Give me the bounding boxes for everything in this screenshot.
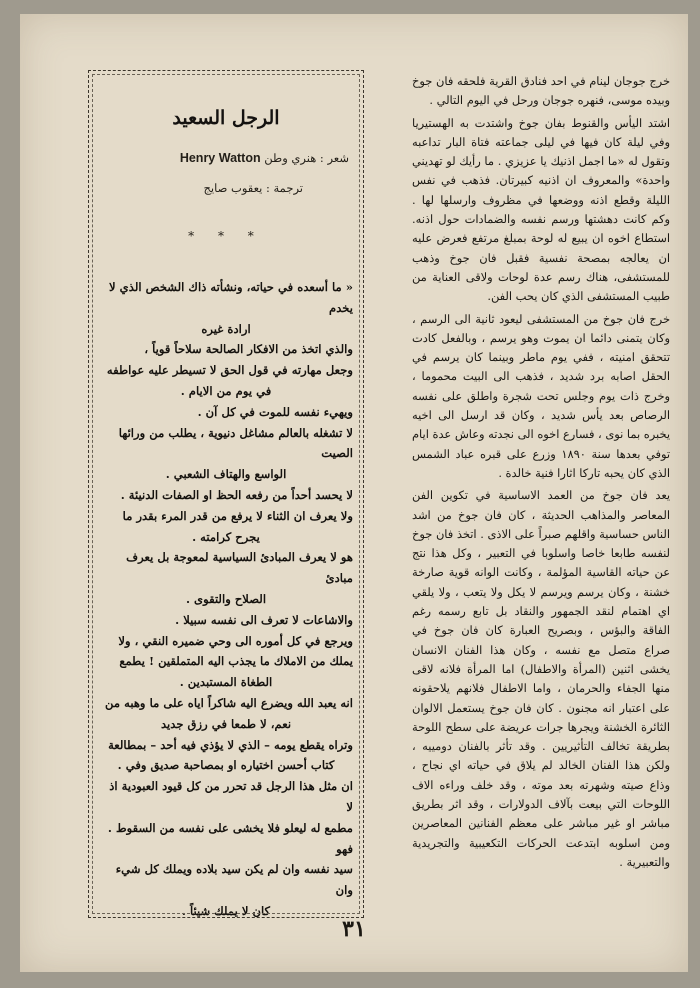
poem-line: والذي اتخذ من الافكار الصالحة سلاحاً قوياً ، bbox=[144, 342, 353, 357]
poem-line: ارادة غيره bbox=[201, 321, 251, 336]
article-column bbox=[412, 72, 670, 912]
article-paragraph-1: خرج جوجان لينام في احد فنادق القرية فلحقه فان جوخ وبيده موسى، فنهره جوجان ورحل في اليوم التالي . bbox=[412, 74, 670, 108]
translator-credit: ترجمة : يعقوب صايج bbox=[203, 181, 303, 195]
poem-title: الرجل السعيد bbox=[172, 107, 280, 129]
poem-line: هو لا يعرف المبادئ السياسية لمعوجة بل يعرف مبادئ bbox=[126, 550, 353, 586]
poem-box bbox=[88, 70, 364, 918]
poem-line: يملك من الاملاك ما يجذب اليه المتملقين ! يطمع bbox=[119, 654, 353, 669]
magazine-page bbox=[20, 14, 688, 972]
poem-line: مطمع له ليعلو فلا يخشى على نفسه من السقوط . فهو bbox=[107, 820, 353, 856]
article-paragraph-3: خرج فان جوخ من المستشفى ليعود ثانية الى الرسم ، وكان يتمنى دائما ان يموت وهو يرسم ، وبالفعل كادت تتحقق امنيته ، ففي يوم ماطر وبينما كان يرسم في الحقل اصابه برد شديد ، فذهب الى البيت محموما ، وخرج ذات يوم وجلس تحت شجرة واطلق على نفسه الرصاص بعد يأس شديد ، وكان قد ارسل الى اخيه يخبره بما نوى ، فسارع اخوه الى نجدته وعاش عدة ايام توفي بعدها سنة ١٨٩٠ وزرع على قبره عباد الشمس الذي كان يحبه تاركا اثارا فنية خالدة . bbox=[412, 311, 670, 480]
poem-line: انه يعبد الله ويضرع اليه شاكراً اياه على ما وهبه من bbox=[105, 695, 353, 710]
poem-line: الواسع والهتاف الشعبي . bbox=[165, 467, 287, 482]
article-paragraph-2: اشتد اليأس والقنوط بفان جوخ واشتدت به الهستيريا وفي ليلة كان فيها في ليلى جماعته فتاة البار تداعبه وتقول له «ما اجمل اذنيك يا عزيزي . ما رأيك لو تهديني واحدة» والمعروف ان اذنيه كبيرتان. فذهب في نفس الليلة وقطع اذنه ووضعها في مظروف وارسلها لها . وكم كانت دهشتها ورسم نفسه والضمادات حول اذنه. استطاع اخوه ان يبيع له لوحة بمبلغ مرتفع فعرض عليه ان يعالجه بمصحة نفسية فقبل فان جوخ وذهب للمستشفى، هناك رسم عدة لوحات ولاقى العناية من طبيب المستشفى الذي كان يحب الفن. bbox=[412, 115, 670, 304]
poem-line: وجعل مهارته في قول الحق لا تسيطر عليه عواطفه bbox=[106, 363, 353, 378]
poem-line: وتراه يقطع يومه – الذي لا يؤذي فيه أحد – بمطالعة bbox=[108, 737, 353, 752]
poem-verses bbox=[99, 277, 353, 918]
poem-line: ولا يعرف ان الثناء لا يرفع من قدر المرء بقدر ما bbox=[122, 508, 353, 523]
poem-line: لا تشغله بالعالم مشاغل دنيوية ، يطلب من ورائها الصيت bbox=[118, 425, 353, 461]
poem-line: « ما أسعده في حياته، ونشأته ذاك الشخص الذي لا يخدم bbox=[109, 280, 353, 315]
article-paragraph-4: يعد فان جوخ من العمد الاساسية في تكوين الفن المعاصر والمذاهب الحديثة ، كان فان جوخ من اشد الناس حساسية واقلهم صبراً على الاذى . اتخذ فان جوخ لنفسه طابعا خاصا واسلوبا في التعبير ، وكل هذا نتج عن حياته القاسية المؤلمة ، وكانت الوانه قوية صارخة خشنة ، وكان يرسم ويرسم لا يكل ولا يتعب ، ولا يلقي اي اهتمام لنقد الجمهور والنقاد بل تابع رسمه رغم الفاقة والبؤس ، وبصريح العبارة كان فان جوخ في صراع متصل مع نفسه ، وكان هذا الفنان الانسان يخشى اثنين (المرأة والاطفال) اما المرأة فلانه لاقى منها الجفاء والحرمان ، واما الاطفال فلانهم يلاحقونه على اعتبار انه مجنون . كان فان جوخ يستعمل الالوان الثائرة الخشنة ويجرها جرات عريضة على سطح اللوحة بطريقة تخالف التأثيريين . وقد تأثر بالفنان دومييه ، ولكن هذا الفنان الخالد لم يلاق في حياته اي نجاح ، وذاع صيته وشهرته بعد موته ، وقد خلف وراءه الاف اللوحات التي بيعت بآلاف الدولارات ، وقد اثر بطريق مباشر او غير مباشر على معظم الفنانين المعاصرين ومن اسلوبه ابتدعت الحركات التكعيبية والتجريدية والتعبيرية . bbox=[412, 488, 670, 869]
poem-line: ويهيء نفسه للموت في كل آن . bbox=[197, 404, 353, 419]
poet-label: شعر : هنري وطن bbox=[264, 151, 349, 165]
poem-line: والاشاعات لا تعرف الى نفسه سبيلا . bbox=[175, 612, 353, 627]
poem-line: الطغاة المستبدين . bbox=[179, 675, 273, 690]
poem-line: نعم، لا طمعا في رزق جديد bbox=[160, 716, 292, 731]
poem-line: في يوم من الايام . bbox=[180, 383, 272, 398]
stars-separator: * * * bbox=[188, 229, 264, 243]
poem-line: كان لا يملك شيئاً . bbox=[181, 903, 271, 918]
poem-line: يجرح كرامته . bbox=[192, 529, 260, 544]
poem-line: سيد نفسه وان لم يكن سيد بلاده ويملك كل شيء وان bbox=[115, 862, 353, 898]
poet-latin-name: Henry Watton bbox=[179, 151, 261, 165]
poem-line: ان مثل هذا الرجل قد تحرر من كل قيود العبودية اذ لا bbox=[109, 779, 353, 814]
poem-line: الصلاح والتقوى . bbox=[185, 591, 267, 606]
poet-credit bbox=[180, 151, 349, 165]
poem-line: ويرجع في كل أموره الى وحي ضميره النقي ، ولا bbox=[118, 633, 353, 648]
poem-line: كتاب أحسن اختياره او بمصاحبة صديق وفي . bbox=[117, 758, 335, 773]
page-number: ٣١ bbox=[342, 916, 366, 942]
poem-line: لا يحسد أحداً من رفعه الحظ او الصفات الدنيئة . bbox=[120, 487, 353, 502]
